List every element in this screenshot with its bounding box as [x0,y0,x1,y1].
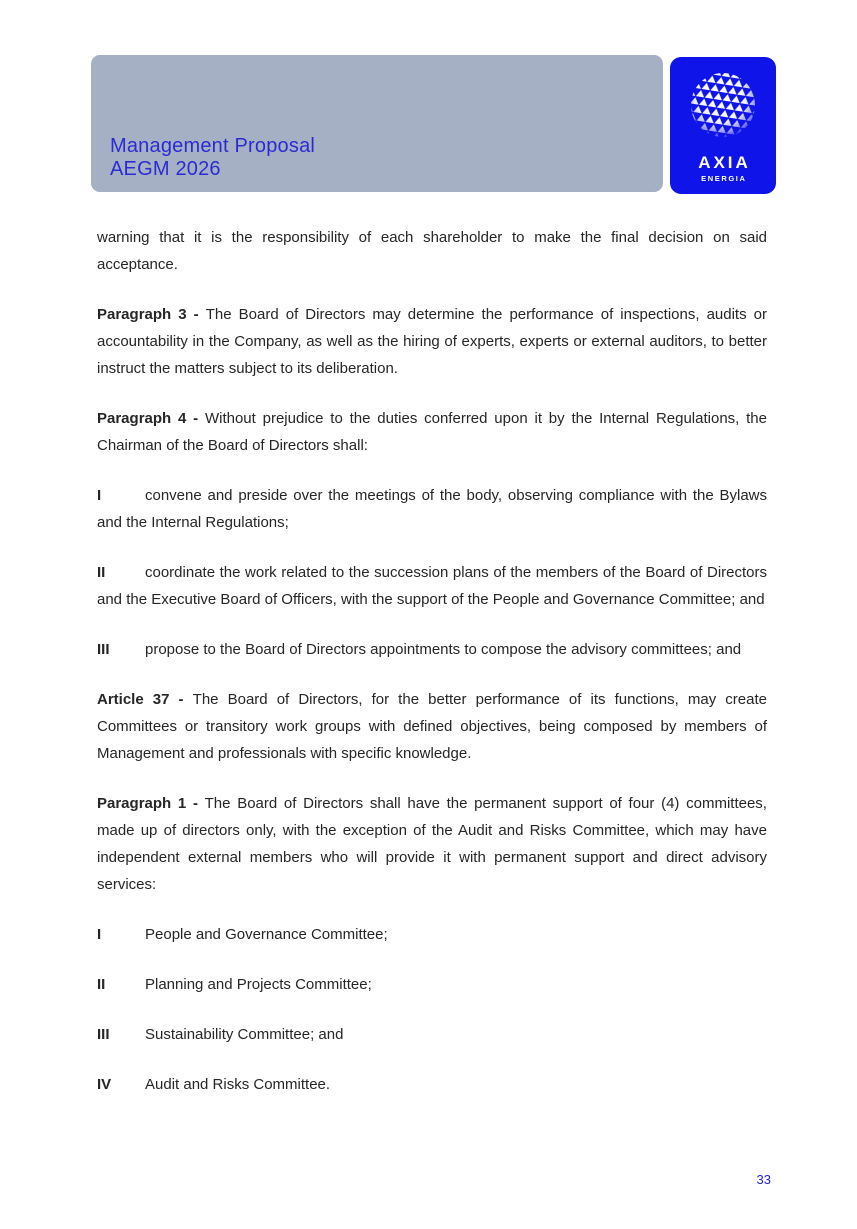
document-title [110,135,315,181]
document-title-line1: Management Proposal [110,135,316,157]
paragraph: Paragraph 4 - Without prejudice to the duties conferred upon it by the Internal Regulations, the Chairman of the Board of Directors shall: [97,410,767,454]
company-logo [670,57,776,194]
list-item: III propose to the Board of Directors appointments to compose the advisory committees; and [97,636,767,663]
paragraph-lead: Paragraph 3 - [97,306,206,323]
paragraph: warning that it is the responsibility of each shareholder to make the final decision on said acceptance. [97,229,767,273]
logo-brand-text: AXIA [698,153,751,172]
paragraph: Paragraph 1 - The Board of Directors shall have the permanent support of four (4) committees, made up of directors only, with the exception of the Audit and Risks Committee, which may have independent external members who will provide it with permanent support and direct advisory services: [97,795,767,893]
list-item: IV Audit and Risks Committee. [97,1071,767,1098]
list-item: II Planning and Projects Committee; [97,971,767,998]
paragraph-lead: Article 37 - [97,691,193,708]
item-numeral: II [97,564,106,581]
page-number: 33 [756,1172,771,1187]
header-banner [91,55,663,192]
document-body [97,224,767,1121]
paragraph: Paragraph 3 - The Board of Directors may determine the performance of inspections, audits or accountability in the Company, as well as the hiring of experts, experts or external auditors, to better instruct the matters subject to its deliberation. [97,306,767,377]
item-numeral: III [97,641,110,658]
geodesic-sphere-icon [690,69,756,143]
list-item: III Sustainability Committee; and [97,1021,767,1048]
list-item: I People and Governance Committee; [97,921,767,948]
paragraph-lead: Paragraph 1 - [97,795,205,812]
document-title-line2: AEGM 2026 [110,158,221,180]
item-numeral: IV [97,1076,112,1093]
list-item: I convene and preside over the meetings of the body, observing compliance with the Bylaws and the Internal Regulations; [97,482,767,536]
logo-sub-text: ENERGIA [701,174,747,183]
item-numeral: III [97,1026,110,1043]
paragraph-lead: Paragraph 4 - [97,410,205,427]
paragraph: Article 37 - The Board of Directors, for the better performance of its functions, may create Committees or transitory work groups with defined objectives, being composed by members of Management and professionals with specific knowledge. [97,691,767,762]
item-numeral: I [97,487,102,504]
list-item: II coordinate the work related to the succession plans of the members of the Board of Directors and the Executive Board of Officers, with the support of the People and Governance Committee; and [97,559,767,613]
item-numeral: II [97,976,106,993]
item-numeral: I [97,926,102,943]
